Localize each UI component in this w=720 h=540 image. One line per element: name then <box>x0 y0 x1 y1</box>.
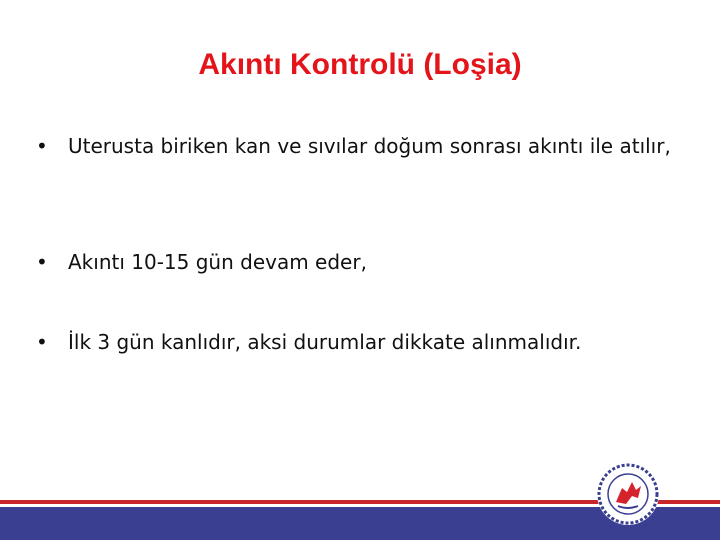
bullet-text: İlk 3 gün kanlıdır, aksi durumlar dikkate alınmalıdır. <box>68 330 582 354</box>
bullet-marker: • <box>36 330 48 354</box>
bullet-marker: • <box>36 250 48 274</box>
bullet-marker: • <box>36 134 48 158</box>
bullet-text: Akıntı 10-15 gün devam eder, <box>68 250 367 274</box>
slide-title: Akıntı Kontrolü (Loşia) <box>198 48 522 81</box>
university-seal-icon <box>596 462 660 526</box>
bullet-item <box>36 246 718 278</box>
bullet-item <box>36 326 718 358</box>
bullet-item <box>36 130 718 162</box>
bullet-text: Uterusta biriken kan ve sıvılar doğum sonrası akıntı ile atılır, <box>68 134 671 158</box>
